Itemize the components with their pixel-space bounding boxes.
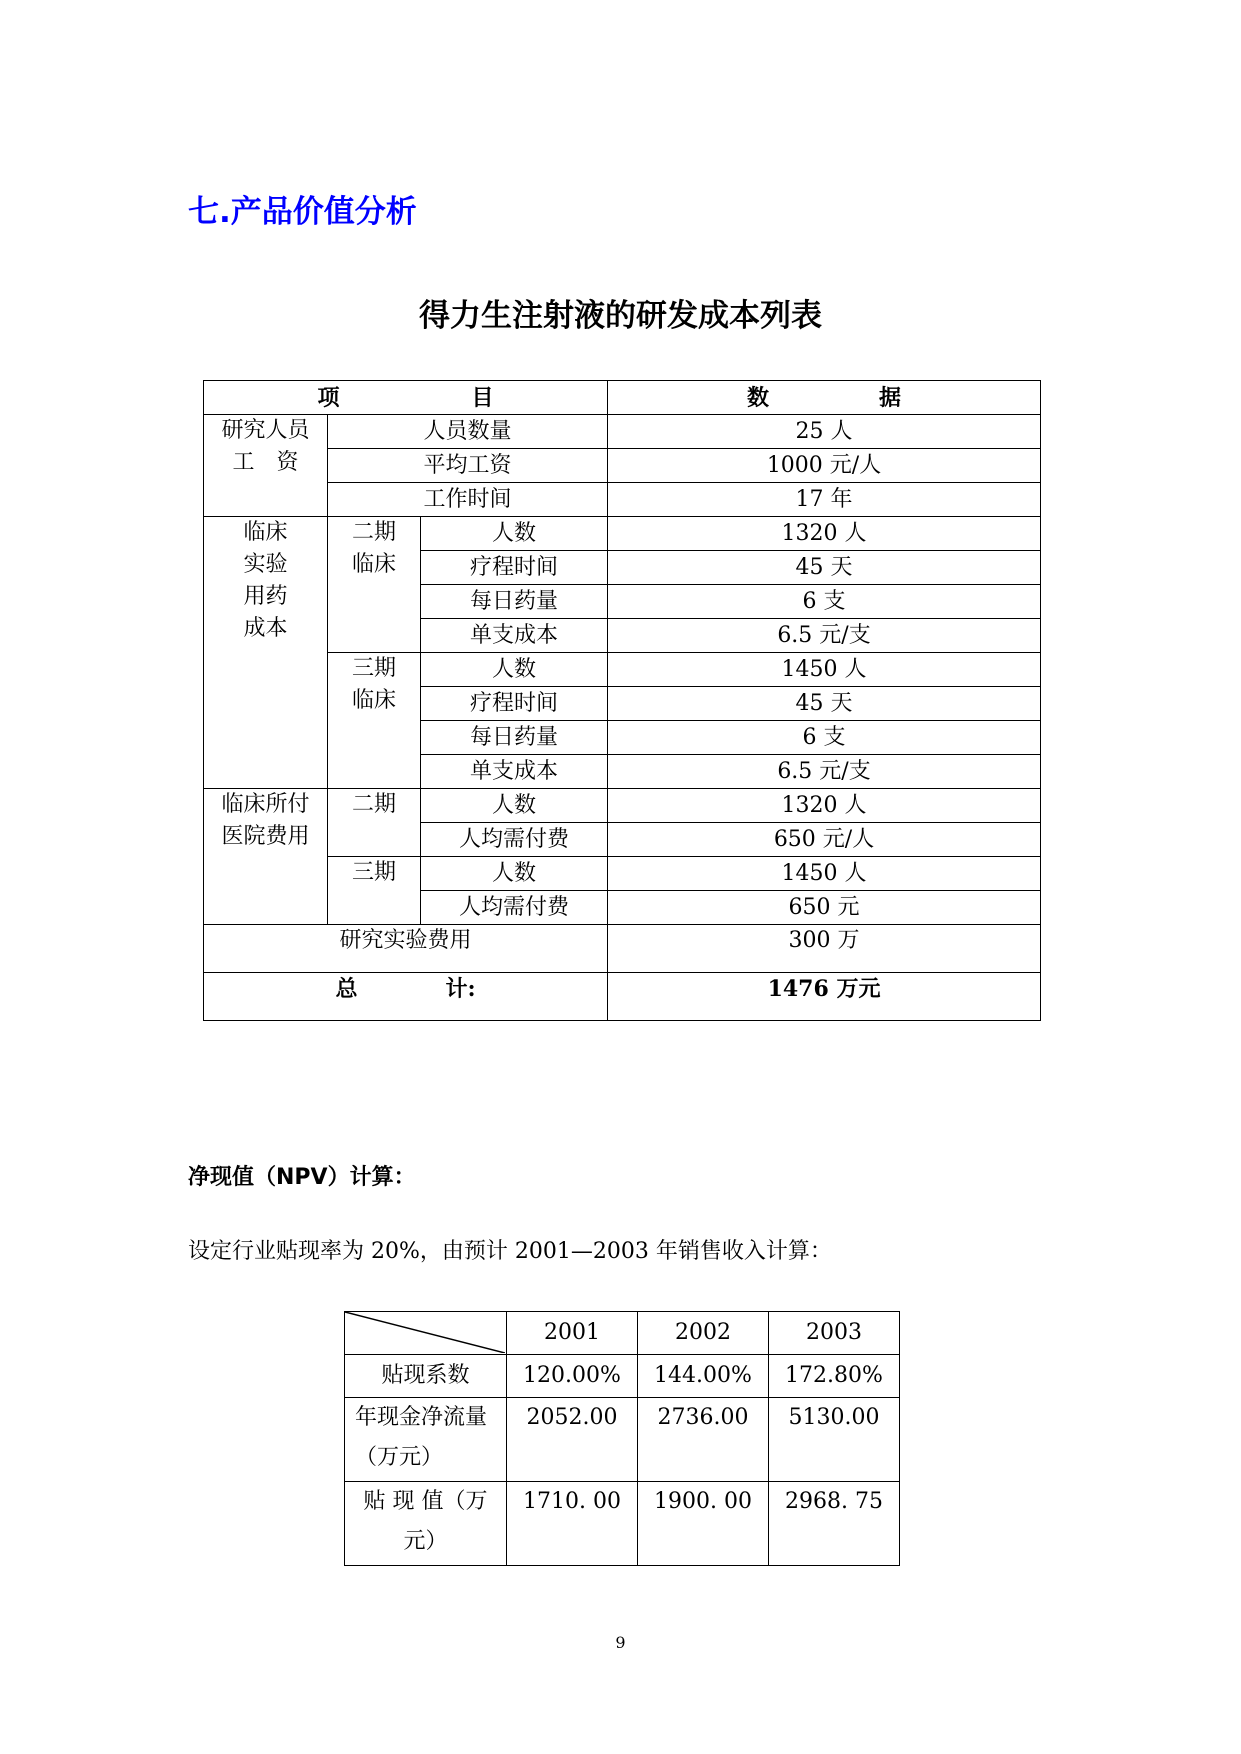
diagonal-header-cell (345, 1312, 507, 1355)
table-row (204, 449, 1041, 483)
item-cell: 人数 (421, 789, 608, 823)
group-clinical-drug: 临床 实验 用药 成本 (204, 517, 328, 789)
item-cell: 人数 (421, 517, 608, 551)
item-cell: 疗程时间 (421, 551, 608, 585)
table-row (204, 653, 1041, 687)
item-cell: 人均需付费 (421, 891, 608, 925)
group-salary: 研究人员 工 资 (204, 415, 328, 517)
value-cell: 5130.00 (769, 1398, 900, 1482)
phase3-clinical: 三期 临床 (328, 653, 421, 789)
value-cell: 2968. 75 (769, 1482, 900, 1566)
year-2001: 2001 (507, 1312, 638, 1355)
row-label: 年现金净流量（万元） (345, 1398, 507, 1482)
value-cell: 6.5 元/支 (608, 619, 1041, 653)
value-cell: 6 支 (608, 721, 1041, 755)
value-cell: 1450 人 (608, 653, 1041, 687)
value-cell: 1320 人 (608, 517, 1041, 551)
item-cell: 单支成本 (421, 619, 608, 653)
value-cell: 120.00% (507, 1355, 638, 1398)
item-cell: 工作时间 (328, 483, 608, 517)
value-cell: 1900. 00 (638, 1482, 769, 1566)
npv-table (344, 1311, 900, 1566)
value-cell: 300 万 (608, 925, 1041, 973)
value-cell: 1710. 00 (507, 1482, 638, 1566)
npv-header-row (345, 1312, 900, 1355)
item-cell: 疗程时间 (421, 687, 608, 721)
item-cell: 人数 (421, 857, 608, 891)
value-cell: 1000 元/人 (608, 449, 1041, 483)
value-cell: 25 人 (608, 415, 1041, 449)
value-cell: 6.5 元/支 (608, 755, 1041, 789)
table-row (345, 1398, 900, 1482)
year-2003: 2003 (769, 1312, 900, 1355)
value-cell: 2052.00 (507, 1398, 638, 1482)
table-row (204, 925, 1041, 973)
npv-heading: 净现值（NPV）计算： (188, 1165, 416, 1190)
item-cell: 每日药量 (421, 585, 608, 619)
item-cell: 人员数量 (328, 415, 608, 449)
section-title: 七.产品价值分析 (188, 194, 417, 230)
value-cell: 144.00% (638, 1355, 769, 1398)
total-label: 总 计: (204, 973, 608, 1021)
diagonal-line (345, 1312, 505, 1353)
item-cell: 平均工资 (328, 449, 608, 483)
page-number: 9 (615, 1633, 626, 1652)
table-row (345, 1482, 900, 1566)
header-item: 项 目 (204, 381, 608, 415)
phase3-hospital: 三期 (328, 857, 421, 925)
phase2-hospital: 二期 (328, 789, 421, 857)
npv-description: 设定行业贴现率为 20%，由预计 2001—2003 年销售收入计算： (188, 1239, 832, 1264)
value-cell: 650 元 (608, 891, 1041, 925)
table-title: 得力生注射液的研发成本列表 (419, 298, 822, 334)
total-row (204, 973, 1041, 1021)
item-cell: 研究实验费用 (204, 925, 608, 973)
value-cell: 2736.00 (638, 1398, 769, 1482)
total-value: 1476 万元 (608, 973, 1041, 1021)
value-cell: 1450 人 (608, 857, 1041, 891)
item-cell: 人均需付费 (421, 823, 608, 857)
rd-cost-table (203, 380, 1041, 1021)
item-cell: 每日药量 (421, 721, 608, 755)
table-row (204, 789, 1041, 823)
table-row (204, 415, 1041, 449)
table-row (345, 1355, 900, 1398)
group-hospital-fee: 临床所付 医院费用 (204, 789, 328, 925)
table-row (204, 857, 1041, 891)
item-cell: 人数 (421, 653, 608, 687)
year-2002: 2002 (638, 1312, 769, 1355)
table-row (204, 483, 1041, 517)
value-cell: 17 年 (608, 483, 1041, 517)
value-cell: 45 天 (608, 551, 1041, 585)
header-data: 数 据 (608, 381, 1041, 415)
row-label: 贴 现 值（万元） (345, 1482, 507, 1566)
value-cell: 45 天 (608, 687, 1041, 721)
phase2-clinical: 二期 临床 (328, 517, 421, 653)
table-header-row (204, 381, 1041, 415)
table-row (204, 517, 1041, 551)
value-cell: 650 元/人 (608, 823, 1041, 857)
row-label: 贴现系数 (345, 1355, 507, 1398)
item-cell: 单支成本 (421, 755, 608, 789)
value-cell: 6 支 (608, 585, 1041, 619)
value-cell: 1320 人 (608, 789, 1041, 823)
value-cell: 172.80% (769, 1355, 900, 1398)
